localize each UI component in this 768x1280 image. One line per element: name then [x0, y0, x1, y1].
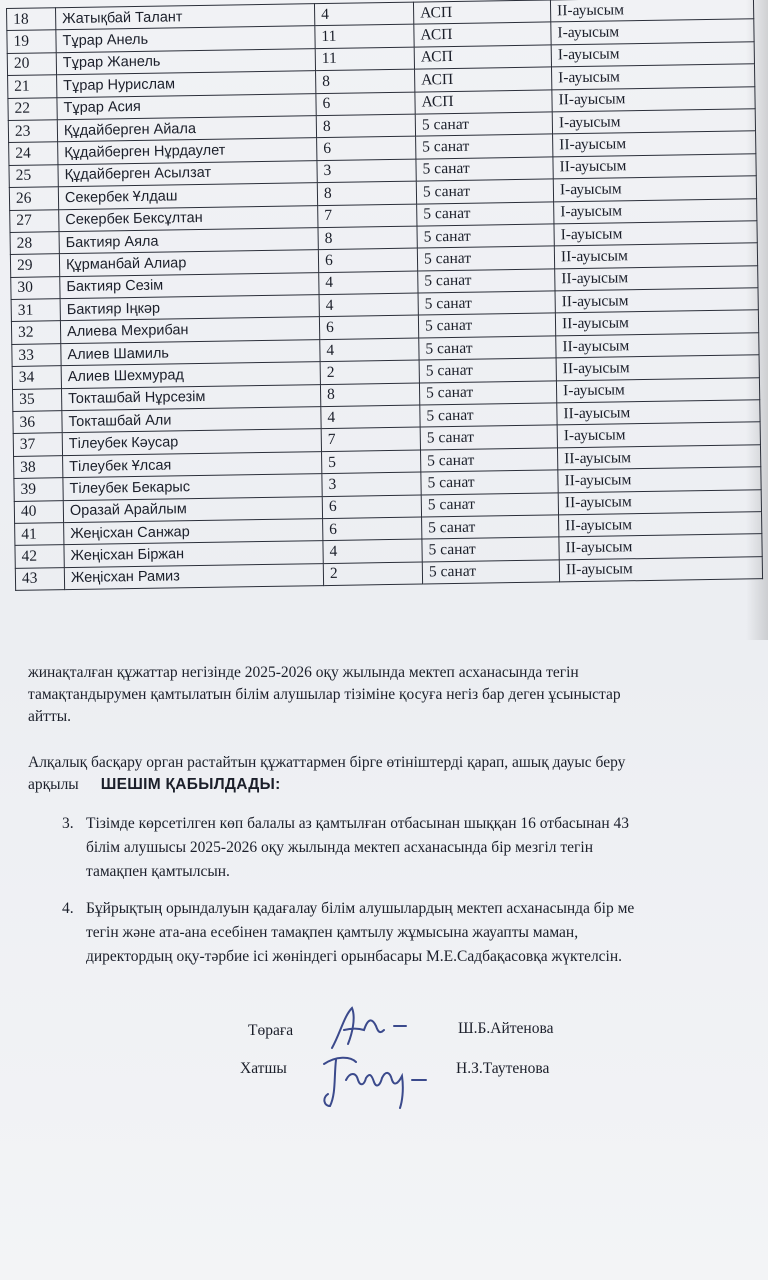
grade-cell: 6	[317, 136, 416, 160]
shift-cell: I-ауысым	[557, 422, 760, 448]
shift-cell: II-ауысым	[555, 265, 758, 291]
category-cell: 5 санат	[416, 179, 553, 204]
shift-cell: II-ауысым	[557, 400, 760, 426]
chair-label: Төраға	[248, 1022, 294, 1039]
category-cell: 5 санат	[419, 358, 556, 383]
grade-cell: 6	[323, 517, 422, 541]
shift-cell: I-ауысым	[551, 64, 754, 90]
item-body	[86, 897, 634, 969]
shift-cell: I-ауысым	[551, 42, 754, 68]
student-name: Бактияр Іңкәр	[60, 295, 319, 321]
shift-cell: I-ауысым	[556, 377, 759, 403]
student-name: Тұрар Нурислам	[57, 71, 316, 97]
category-cell: АСП	[414, 22, 551, 47]
category-cell: АСП	[413, 0, 550, 24]
category-cell: 5 санат	[420, 448, 557, 473]
row-number: 18	[7, 8, 56, 31]
row-number: 33	[12, 344, 61, 367]
row-number: 29	[10, 254, 59, 277]
secretary-label: Хатшы	[240, 1060, 287, 1077]
category-cell: АСП	[415, 67, 552, 92]
student-name: Тұрар Асия	[57, 93, 316, 119]
grade-cell: 8	[318, 226, 417, 250]
item-number: 4.	[62, 900, 74, 917]
grade-cell: 6	[322, 495, 421, 519]
shift-cell: II-ауысым	[558, 489, 761, 515]
category-cell: 5 санат	[420, 425, 557, 450]
item-line: директордың оқу-тәрбие ісі жөніндегі орынбасары М.Е.Садбақасовқа жүктелсін.	[86, 948, 623, 965]
category-cell: 5 санат	[417, 224, 554, 249]
row-number: 26	[9, 187, 58, 210]
shift-cell: II-ауысым	[558, 467, 761, 493]
row-number: 31	[11, 299, 60, 322]
student-name: Алиев Шехмурад	[61, 362, 320, 388]
student-name: Құдайберген Асылзат	[58, 160, 317, 186]
grade-cell: 4	[320, 338, 419, 362]
grade-cell: 4	[319, 271, 418, 295]
category-cell: 5 санат	[418, 291, 555, 316]
student-name: Тілеубек Бекарыс	[63, 474, 322, 500]
category-cell: 5 санат	[417, 201, 554, 226]
row-number: 27	[10, 209, 59, 232]
category-cell: 5 санат	[421, 492, 558, 517]
shift-cell: II-ауысым	[552, 86, 755, 112]
row-number: 25	[9, 164, 58, 187]
grade-cell: 6	[318, 248, 417, 272]
item-line: тегін және ата-ана есебінен тамақпен қамтылу жұмысына жауапты маман,	[86, 924, 579, 941]
row-number: 42	[15, 545, 64, 568]
shift-cell: II-ауысым	[550, 0, 753, 22]
student-name: Жатықбай Талант	[56, 4, 315, 30]
row-number: 34	[12, 366, 61, 389]
row-number: 37	[13, 433, 62, 456]
shift-cell: I-ауысым	[552, 109, 755, 135]
category-cell: 5 санат	[422, 537, 559, 562]
category-cell: 5 санат	[419, 381, 556, 406]
paragraph-decision-intro	[28, 752, 625, 796]
row-number: 30	[11, 276, 60, 299]
shift-cell: I-ауысым	[554, 198, 757, 224]
row-number: 21	[8, 75, 57, 98]
paragraph-line: Алқалық басқару орган растайтын құжаттармен бірге өтініштерді қарап, ашық дауыс беру	[28, 754, 626, 771]
category-cell: АСП	[414, 45, 551, 70]
grade-cell: 8	[320, 383, 419, 407]
student-name: Алиев Шамиль	[61, 339, 320, 365]
student-name: Құрманбай Алиар	[59, 250, 318, 276]
grade-cell: 4	[314, 2, 413, 26]
row-number: 40	[14, 500, 63, 523]
grade-cell: 8	[316, 114, 415, 138]
shift-cell: II-ауысым	[556, 333, 759, 359]
shift-cell: I-ауысым	[554, 221, 757, 247]
shift-cell: I-ауысым	[553, 176, 756, 202]
student-name: Тілеубек Ұлсая	[63, 451, 322, 477]
paragraph-line-2	[28, 774, 625, 796]
category-cell: 5 санат	[419, 336, 556, 361]
student-name: Құдайберген Нұрдаулет	[58, 138, 317, 164]
item-number: 3.	[62, 815, 74, 832]
grade-cell: 6	[319, 316, 418, 340]
secretary-signature	[316, 1050, 436, 1110]
grade-cell: 11	[315, 24, 414, 48]
grade-cell: 2	[320, 360, 419, 384]
item-body	[86, 812, 629, 884]
row-number: 43	[15, 567, 64, 590]
category-cell: 5 санат	[422, 560, 559, 585]
student-name: Жеңісхан Санжар	[64, 519, 323, 545]
grade-cell: 8	[317, 181, 416, 205]
grade-cell: 7	[321, 427, 420, 451]
category-cell: 5 санат	[422, 515, 559, 540]
shift-cell: II-ауысым	[559, 556, 762, 582]
shift-cell: II-ауысым	[554, 243, 757, 269]
student-name: Оразай Арайлым	[63, 496, 322, 522]
student-name: Бактияр Сезім	[60, 272, 319, 298]
grade-cell: 4	[321, 405, 420, 429]
shift-cell: II-ауысым	[555, 310, 758, 336]
category-cell: 5 санат	[420, 403, 557, 428]
category-cell: 5 санат	[421, 470, 558, 495]
shift-cell: I-ауысым	[551, 19, 754, 45]
category-cell: 5 санат	[417, 246, 554, 271]
category-cell: 5 санат	[416, 157, 553, 182]
students-table	[6, 0, 763, 591]
grade-cell: 11	[315, 47, 414, 71]
row-number: 20	[7, 52, 56, 75]
decision-heading: ШЕШІМ ҚАБЫЛДАДЫ:	[100, 776, 281, 793]
student-name: Жеңісхан Біржан	[64, 541, 323, 567]
shift-cell: II-ауысым	[553, 131, 756, 157]
student-name: Бактияр Аяла	[59, 228, 318, 254]
item-line: Бұйрықтың орындалуын қадағалау білім алушылардың мектеп асханасында бір ме	[86, 900, 635, 917]
row-number: 19	[7, 30, 56, 53]
grade-cell: 3	[322, 472, 421, 496]
category-cell: 5 санат	[415, 112, 552, 137]
grade-cell: 4	[323, 539, 422, 563]
chair-signature	[322, 1004, 412, 1054]
category-cell: 5 санат	[416, 134, 553, 159]
student-name: Жеңісхан Рамиз	[64, 563, 323, 589]
shift-cell: II-ауысым	[553, 153, 756, 179]
grade-cell: 6	[316, 92, 415, 116]
secretary-name: Н.З.Таутенова	[456, 1060, 550, 1077]
shift-cell: II-ауысым	[559, 512, 762, 538]
row-number: 36	[13, 411, 62, 434]
student-name: Тұрар Жанель	[56, 48, 315, 74]
item-line: Тізімде көрсетілген көп балалы аз қамтылған отбасынан шыққан 16 отбасынан 43	[86, 815, 629, 832]
item-line: білім алушысы 2025-2026 оқу жылында мектеп асханасында бір мезгіл тегін	[86, 839, 594, 856]
grade-cell: 4	[319, 293, 418, 317]
row-number: 32	[11, 321, 60, 344]
chair-name: Ш.Б.Айтенова	[458, 1020, 554, 1037]
row-number: 22	[8, 97, 57, 120]
row-number: 41	[15, 523, 64, 546]
item-line: тамақпен қамтылсын.	[86, 863, 230, 880]
paragraph-line: тамақтандырумен қамтылатын білім алушылар тізіміне қосуға негіз бар деген ұсыныстар	[28, 686, 621, 703]
grade-cell: 3	[317, 159, 416, 183]
students-table-body	[7, 0, 763, 591]
row-number: 39	[14, 478, 63, 501]
shift-cell: II-ауысым	[559, 534, 762, 560]
student-name: Токташбай Нұрсезім	[61, 384, 320, 410]
row-number: 28	[10, 232, 59, 255]
paragraph-text: арқылы	[28, 776, 79, 793]
grade-cell: 7	[318, 204, 417, 228]
student-name: Құдайберген Айала	[57, 116, 316, 142]
grade-cell: 8	[316, 69, 415, 93]
row-number: 35	[12, 388, 61, 411]
paragraph-proposal	[28, 662, 621, 728]
row-number: 23	[8, 120, 57, 143]
student-name: Тұрар Анель	[56, 26, 315, 52]
paragraph-line: айтты.	[28, 708, 72, 725]
category-cell: 5 санат	[418, 269, 555, 294]
student-name: Секербек Ұлдаш	[58, 183, 317, 209]
category-cell: 5 санат	[418, 313, 555, 338]
row-number: 24	[9, 142, 58, 165]
student-name: Токташбай Али	[62, 407, 321, 433]
grade-cell: 2	[323, 562, 422, 586]
grade-cell: 5	[322, 450, 421, 474]
student-name: Алиева Мехрибан	[60, 317, 319, 343]
student-name: Тілеубек Кәусар	[62, 429, 321, 455]
shift-cell: II-ауысым	[556, 355, 759, 381]
row-number: 38	[14, 455, 63, 478]
shift-cell: II-ауысым	[557, 445, 760, 471]
shift-cell: II-ауысым	[555, 288, 758, 314]
student-name: Секербек Бексұлтан	[59, 205, 318, 231]
category-cell: АСП	[415, 89, 552, 114]
paragraph-line: жинақталған құжаттар негізінде 2025-2026 оқу жылында мектеп асханасында тегін	[28, 664, 579, 681]
